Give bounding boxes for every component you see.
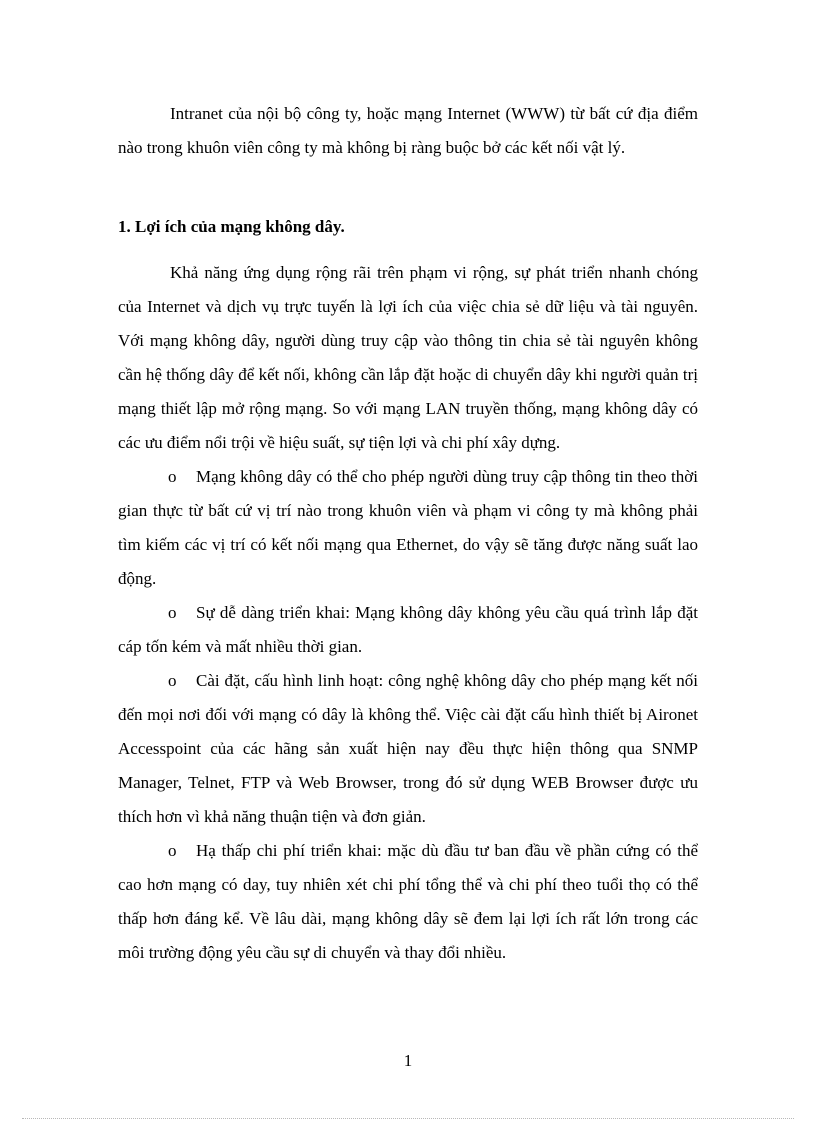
bullet-item <box>118 596 698 664</box>
section-heading: 1. Lợi ích của mạng không dây. <box>118 217 345 236</box>
bullet-text: Cài đặt, cấu hình linh hoạt: công nghệ không dây cho phép mạng kết nối đến mọi nơi đối với mạng có dây là không thể. Việc cài đặt cấu hình thiết bị Aironet Accesspoint của các hãng sản xuất hiện nay đều thực hiện thông qua SNMP Manager, Telnet, FTP và Web Browser, trong đó sử dụng WEB Browser được ưu thích hơn vì khả năng thuận tiện và đơn giản. <box>118 671 698 826</box>
bullet-marker: o <box>168 671 177 690</box>
bullet-marker: o <box>168 841 177 860</box>
bullet-marker: o <box>168 467 177 486</box>
bullet-item <box>118 460 698 596</box>
bullet-marker: o <box>168 603 177 622</box>
page-number: 1 <box>403 1051 413 1070</box>
bullet-text: Hạ thấp chi phí triển khai: mặc dù đầu tư ban đầu về phần cứng có thể cao hơn mạng có day, tuy nhiên xét chi phí tổng thể và chi phí theo tuổi thọ có thể thấp hơn đáng kể. Về lâu dài, mạng không dây sẽ đem lại lợi ích rất lớn trong các môi trường động yêu cầu sự di chuyển và thay đổi nhiều. <box>118 841 698 962</box>
bullet-item <box>118 834 698 970</box>
section-paragraph: Khả năng ứng dụng rộng rãi trên phạm vi rộng, sự phát triển nhanh chóng của Internet và dịch vụ trực tuyến là lợi ích của việc chia sẻ dữ liệu và tài nguyên. Với mạng không dây, người dùng truy cập vào thông tin chia sẻ tài nguyên không cần hệ thống dây để kết nối, không cần lắp đặt hoặc di chuyển dây khi người quản trị mạng thiết lập mở rộng mạng. So với mạng LAN truyền thống, mạng không dây có các ưu điểm nổi trội về hiệu suất, sự tiện lợi và chi phí xây dựng. <box>118 263 698 452</box>
bullet-item <box>118 664 698 834</box>
section-body <box>118 256 698 970</box>
bullet-text: Mạng không dây có thể cho phép người dùng truy cập thông tin theo thời gian thực từ bất cứ vị trí nào trong khuôn viên và phạm vi công ty mà không phải tìm kiếm các vị trí có kết nối mạng qua Ethernet, do vậy sẽ tăng được năng suất lao động. <box>118 467 698 588</box>
page-bottom-rule <box>22 1118 794 1119</box>
bullet-text: Sự dễ dàng triển khai: Mạng không dây không yêu cầu quá trình lắp đặt cáp tốn kém và mất nhiều thời gian. <box>118 603 698 656</box>
intro-paragraph: Intranet của nội bộ công ty, hoặc mạng Internet (WWW) từ bất cứ địa điểm nào trong khuôn viên công ty mà không bị ràng buộc bở các kết nối vật lý. <box>118 104 698 157</box>
